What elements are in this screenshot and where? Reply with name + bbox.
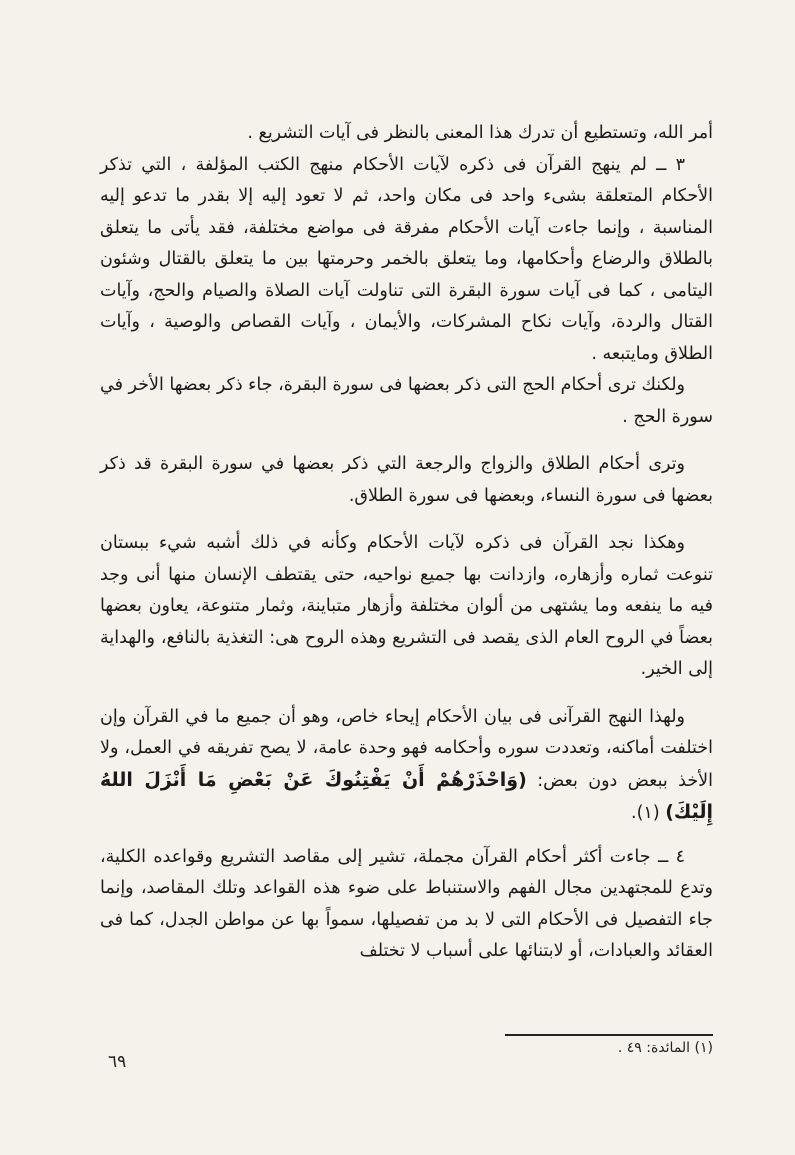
paragraph-unity	[100, 702, 713, 830]
quran-verse: (وَاحْذَرْهُمْ أَنْ يَفْتِنُوكَ عَنْ بَعْضِ مَا أَنْزَلَ اللهُ إِلَيْكَ)	[100, 768, 713, 823]
paragraph-1: أمر الله، وتستطيع أن تدرك هذا المعنى بالنظر فى آيات التشريع .	[247, 123, 713, 143]
footnote-divider	[505, 1034, 713, 1036]
body-text	[100, 118, 713, 968]
paragraph-point-4: ٤ ــ جاءت أكثر أحكام القرآن مجملة، تشير إلى مقاصد التشريع وقواعده الكلية، وتدع للمجتهدين مجال الفهم والاستنباط على ضوء هذه القواعد وتلك المقاصد، وإنما جاء التفصيل فى الأحكام التى لا بد من تفصيلها، سمواً بها عن مواطن الجدل، كما فى العقائد والعبادات، أو لابتنائها على أسباب لا تختلف	[100, 846, 713, 961]
paragraph-garden: وهكذا نجد القرآن فى ذكره لآيات الأحكام وكأنه في ذلك أشبه شيء ببستان تنوعت ثماره وأزهاره، وازدانت بها جميع نواحيه، حتى يقتطف الإنسان منها أنى وجد فيه ما ينفعه وما يشتهى من ألوان مختلفة وأزهار متباينة، وثمار متنوعة، يعاون بعضها بعضاً في الروح العام الذى يقصد فى التشريع وهذه الروح هى: التغذية بالنافع، والهداية إلى الخير.	[100, 533, 713, 679]
paragraph-talaq: وترى أحكام الطلاق والزواج والرجعة التي ذكر بعضها في سورة البقرة قد ذكر بعضها فى سورة النساء، وبعضها فى سورة الطلاق.	[100, 454, 713, 506]
footnote: (١) المائدة: ٤٩ .	[617, 1040, 713, 1056]
footnote-ref: (١).	[631, 803, 660, 823]
paragraph-hajj: ولكنك ترى أحكام الحج التى ذكر بعضها فى سورة البقرة، جاء ذكر بعضها الأخر في سورة الحج .	[100, 375, 713, 427]
page-number: ٦٩	[108, 1052, 127, 1072]
unity-text: ولهذا النهج القرآنى فى بيان الأحكام إيحاء خاص، وهو أن جميع ما في القرآن وإن اختلفت أماكنه، وتعددت سوره وأحكامه فهو وحدة عامة، لا يصح تفريقه في العمل، ولا الأخذ ببعض دون بعض:	[100, 706, 714, 791]
paragraph-point-3: ٣ ــ لم ينهج القرآن فى ذكره لآيات الأحكام منهج الكتب المؤلفة ، التي تذكر الأحكام المتعلقة بشىء واحد فى مكان واحد، ثم لا تعود إليه إلا بقدر ما تدعو إليه المناسبة ، وإنما جاءت آيات الأحكام مفرقة فى مواضع مختلفة، فقد يأتى ما يتعلق بالطلاق والرضاع وأحكامها، وما يتعلق بالخمر وحرمتها بين ما يتعلق بالقتال وشئون اليتامى ، كما فى آيات سورة البقرة التى تناولت آيات الصلاة والصيام والحج، وآيات القتال والردة، وآيات نكاح المشركات، والأيمان ، وآيات القصاص والوصية ، وآيات الطلاق ومايتبعه .	[100, 154, 713, 364]
